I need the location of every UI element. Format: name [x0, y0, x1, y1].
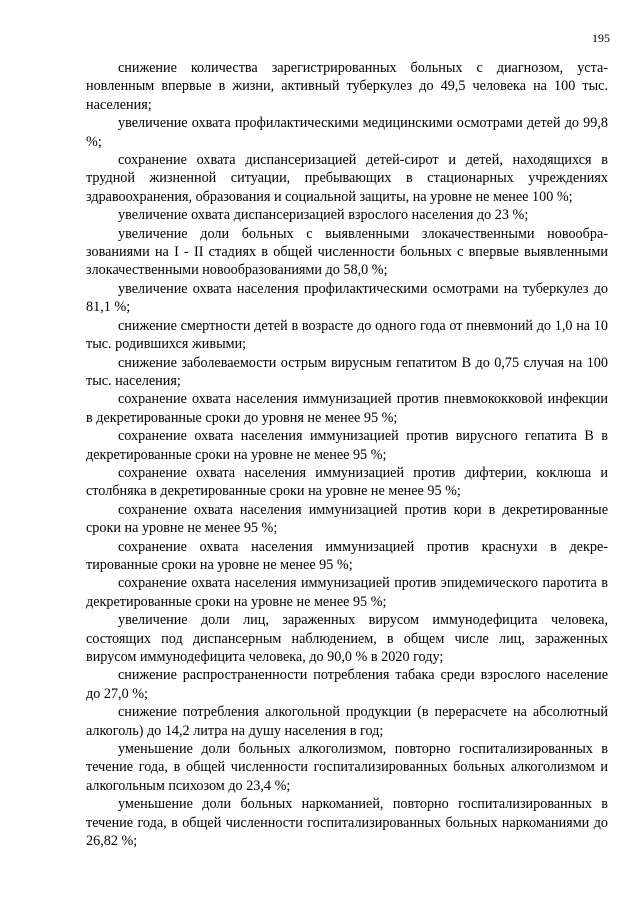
paragraph: уменьшение доли больных наркоманией, повторно госпитализированных в течение года, в общей численности госпитализированных больных наркоманиями до 26,82 %; [86, 796, 608, 850]
paragraph: снижение заболеваемости острым вирусным гепатитом В до 0,75 случая на 100 тыс. населения; [86, 354, 608, 389]
paragraph: увеличение охвата диспансеризацией взрослого населения до 23 %; [118, 207, 529, 224]
body-text [86, 59, 608, 850]
paragraph: увеличение доли лиц, зараженных вирусом иммунодефицита человека, состоящих под диспансерным наблюдением, в общем числе лиц, зараженных вирусом иммунодефицита человека, до 90,0 % в 2020 году; [86, 612, 608, 665]
paragraph: снижение потребления алкогольной продукции (в перерасчете на абсолютный алкоголь) до 14,2 литра на душу населения в год; [86, 704, 608, 739]
paragraph: сохранение охвата населения иммунизацией против пневмококковой инфекции в декретированные сроки до уровня не менее 95 %; [86, 391, 608, 426]
page-number: 195 [592, 31, 610, 45]
paragraph: сохранение охвата населения иммунизацией против эпидемического паротита в декретированные сроки на уровне не менее 95 %; [86, 575, 608, 610]
paragraph: сохранение охвата диспансеризацией детей-сирот и детей, находящихся в трудной жизненной ситуации, пребывающих в стационарных учреждениях здравоохранения, образования и социальной защиты, на уровне не менее 100 %; [86, 152, 608, 205]
paragraph: увеличение охвата профилактическими медицинскими осмотрами детей до 99,8 %; [86, 115, 608, 150]
paragraph: увеличение охвата населения профилактическими осмотрами на туберкулез до 81,1 %; [86, 280, 608, 316]
paragraph: увеличение доли больных с выявленными злокачественными новообразованиями на I - II стадиях в общей численности больных с впервые выявленными злокачественными новообразованиями до 58,0 %; [86, 225, 608, 279]
paragraph: сохранение охвата населения иммунизацией против вирусного гепатита В в декретированные сроки на уровне не менее 95 %; [86, 428, 608, 463]
paragraph: снижение количества зарегистрированных больных с диагнозом, установленным впервые в жизни, активный туберкулез до 49,5 человека на 100 тыс. населения; [86, 60, 608, 113]
paragraph: сохранение охвата населения иммунизацией против краснухи в декретированные сроки на уровне не менее 95 %; [86, 538, 608, 573]
paragraph: сохранение охвата населения иммунизацией против кори в декретированные сроки на уровне не менее 95 %; [86, 501, 608, 537]
paragraph: снижение смертности детей в возрасте до одного года от пневмоний до 1,0 на 10 тыс. родившихся живыми; [86, 317, 608, 353]
paragraph: снижение распространенности потребления табака среди взрослого население до 27,0 %; [86, 667, 608, 702]
paragraph: уменьшение доли больных алкоголизмом, повторно госпитализированных в течение года, в общей численности госпитализированных больных алкоголизмом и алкогольным психозом до 23,4 %; [86, 741, 608, 794]
paragraph: сохранение охвата населения иммунизацией против дифтерии, коклюша и столбняка в декретированные сроки на уровне не менее 95 %; [86, 464, 608, 500]
